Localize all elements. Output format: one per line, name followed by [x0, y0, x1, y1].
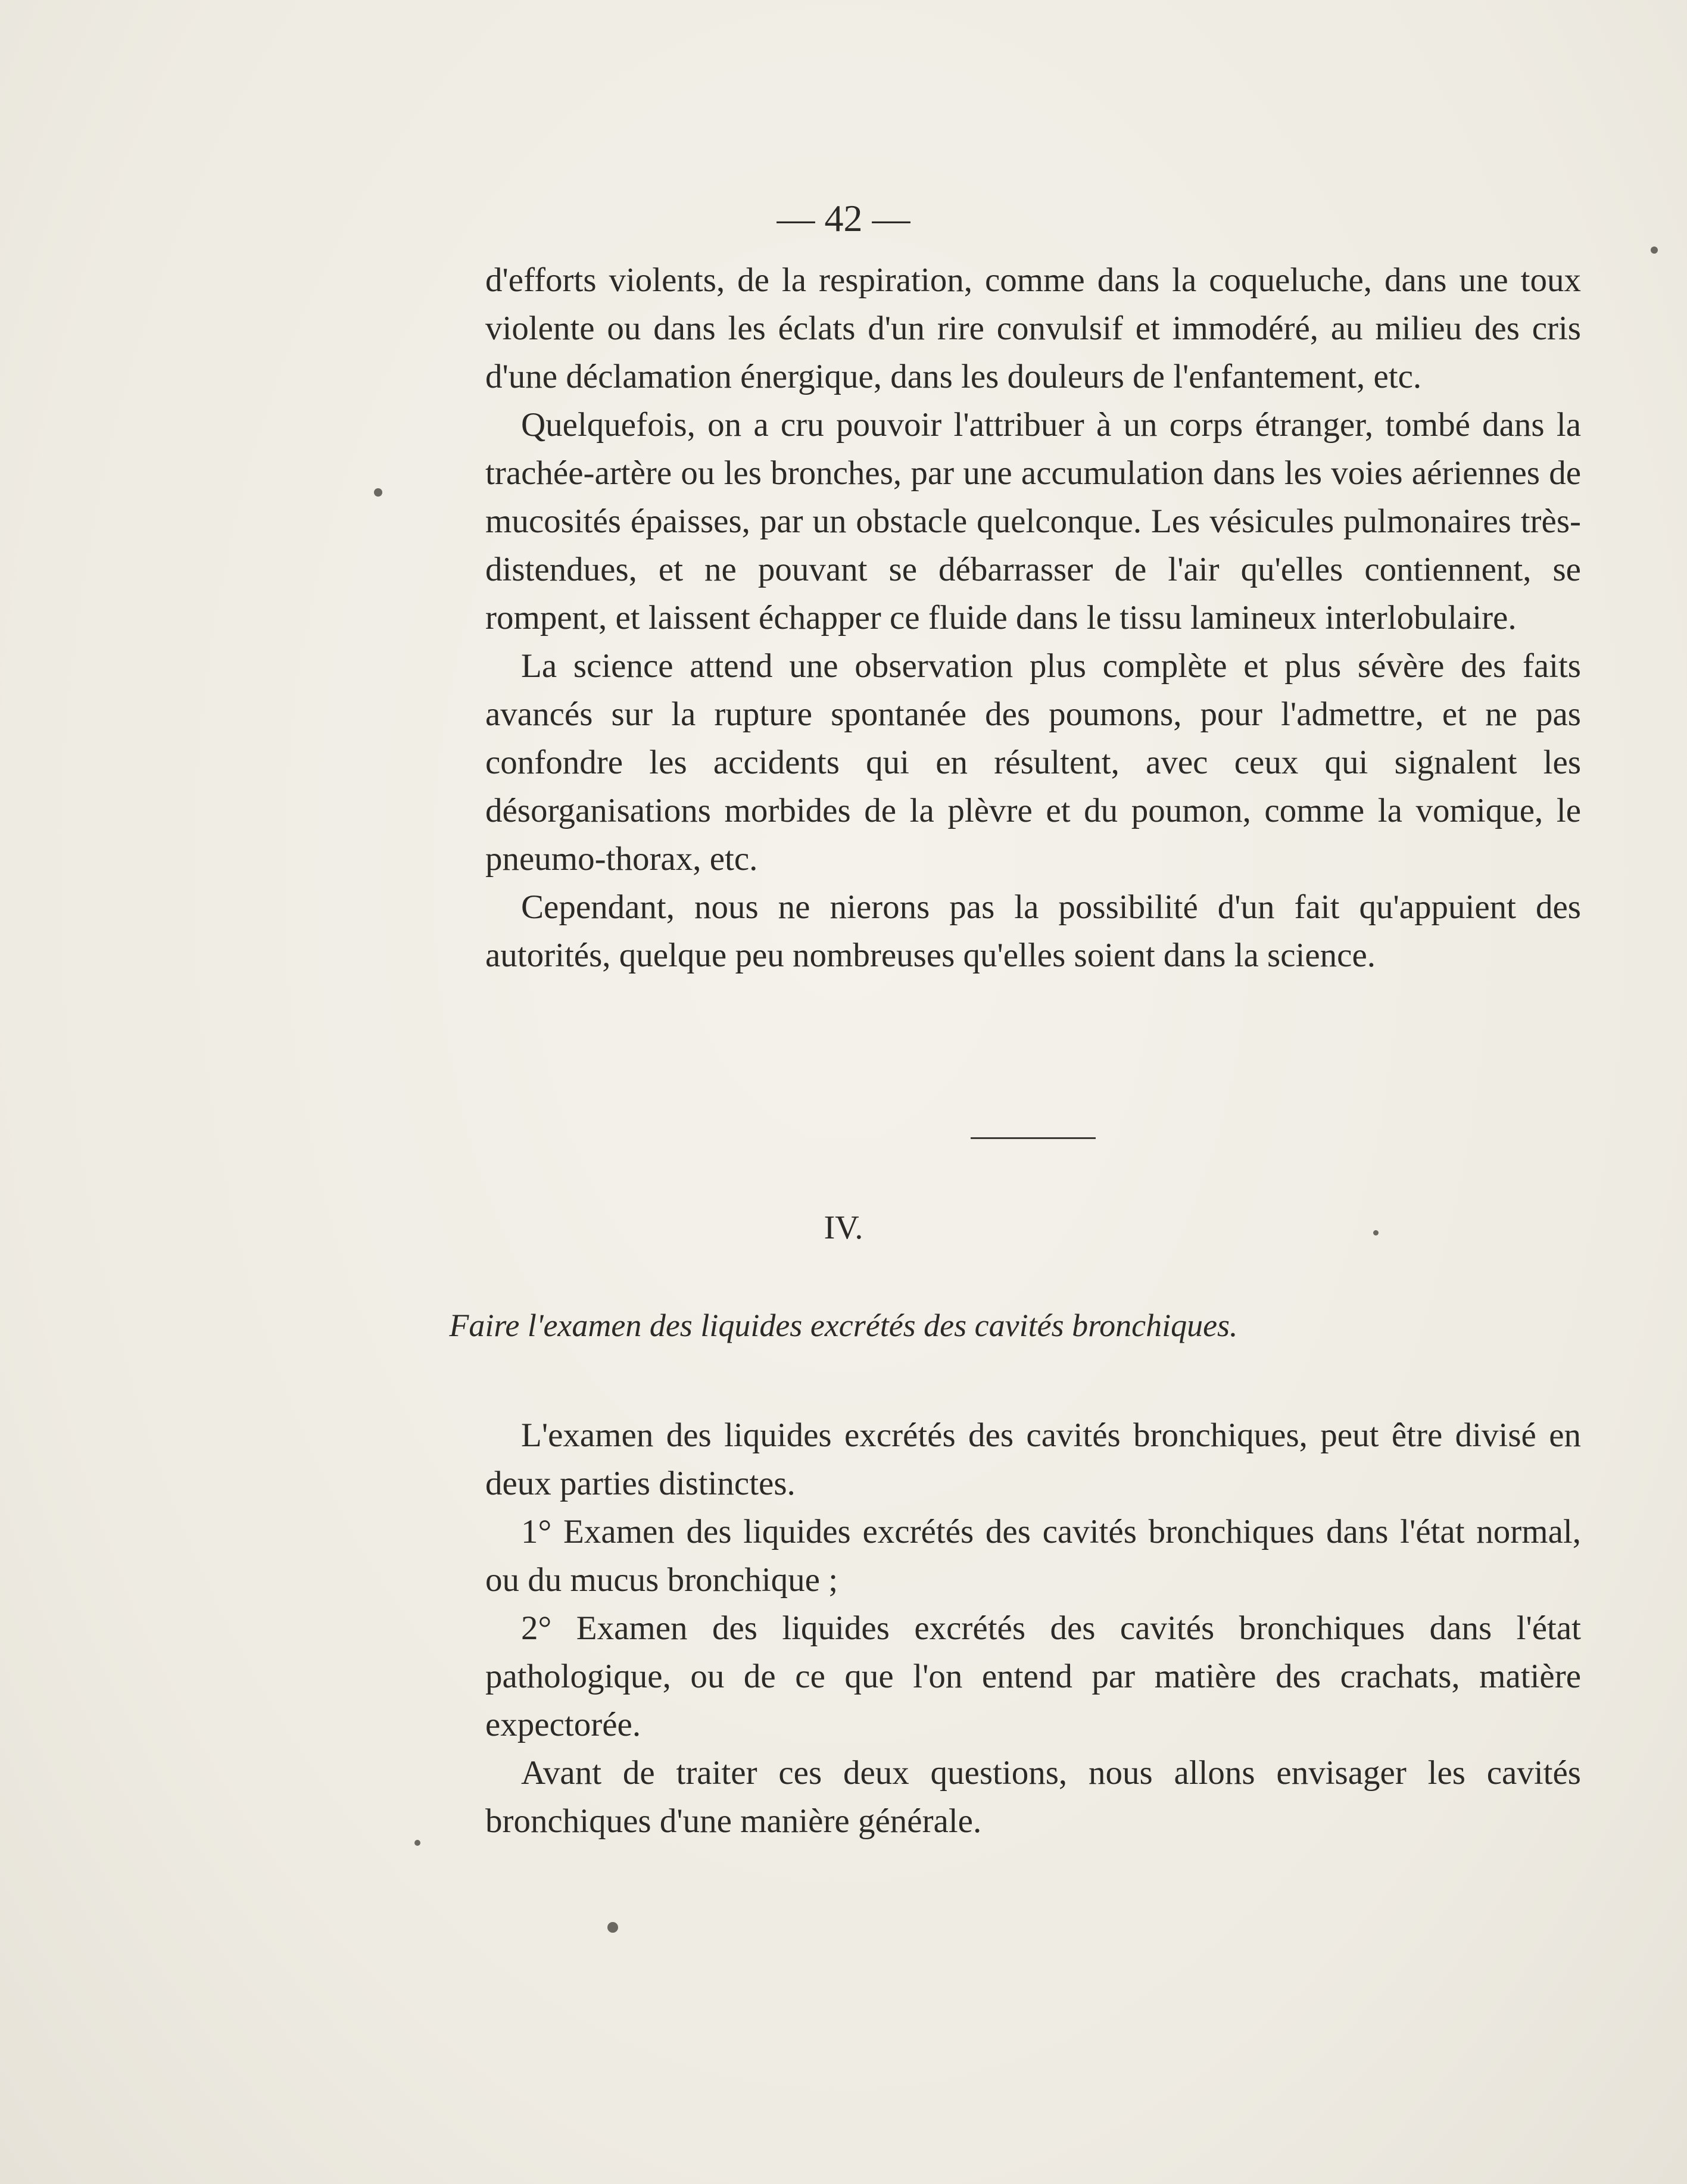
- paper-speck: [1651, 247, 1658, 254]
- paper-speck: [414, 1840, 420, 1846]
- paragraph: L'examen des liquides excrétés des cavités bronchiques, peut être divisé en deux parties distinctes.: [485, 1417, 1581, 1502]
- page-number: — 42 —: [777, 197, 910, 239]
- section-2-text: [485, 1411, 1581, 1845]
- paper-speck: [607, 1922, 618, 1933]
- paper-speck: [374, 488, 382, 497]
- section-divider: [971, 1137, 1096, 1139]
- paragraph: 2° Examen des liquides excrétés des cavités bronchiques dans l'état pathologique, ou de ce que l'on entend par matière des crachats, matière expectorée.: [485, 1609, 1581, 1743]
- paragraph: d'efforts violents, de la respiration, comme dans la coqueluche, dans une toux violente ou dans les éclats d'un rire convulsif et immodéré, au milieu des cris d'une déclamation énergique, dans les douleurs de l'enfantement, etc.: [485, 261, 1581, 395]
- section-title: Faire l'examen des liquides excrétés des cavités bronchiques.: [449, 1308, 1238, 1343]
- paper-speck: [1373, 1230, 1379, 1235]
- paragraph: La science attend une observation plus complète et plus sévère des faits avancés sur la rupture spontanée des poumons, pour l'admettre, et ne pas confondre les accidents qui en résultent, avec ceux qui signalent les désorganisations morbides de la plèvre et du poumon, comme la vomique, le pneumo-thorax, etc.: [485, 647, 1581, 878]
- paragraph: Quelquefois, on a cru pouvoir l'attribuer à un corps étranger, tombé dans la trachée-artère ou les bronches, par une accumulation dans les voies aériennes de mucosités épaisses, par un obstacle quelconque. Les vésicules pulmonaires très-distendues, et ne pouvant se débarrasser de l'air qu'elles contiennent, se rompent, et laissent échapper ce fluide dans le tissu lamineux interlobulaire.: [485, 406, 1581, 637]
- section-1-text: [485, 256, 1581, 979]
- paragraph: Avant de traiter ces deux questions, nous allons envisager les cavités bronchiques d'une manière générale.: [485, 1754, 1581, 1840]
- paragraph: 1° Examen des liquides excrétés des cavités bronchiques dans l'état normal, ou du mucus bronchique ;: [485, 1513, 1581, 1599]
- section-number: IV.: [824, 1209, 863, 1246]
- paragraph: Cependant, nous ne nierons pas la possibilité d'un fait qu'appuient des autorités, quelque peu nombreuses qu'elles soient dans la science.: [485, 888, 1581, 974]
